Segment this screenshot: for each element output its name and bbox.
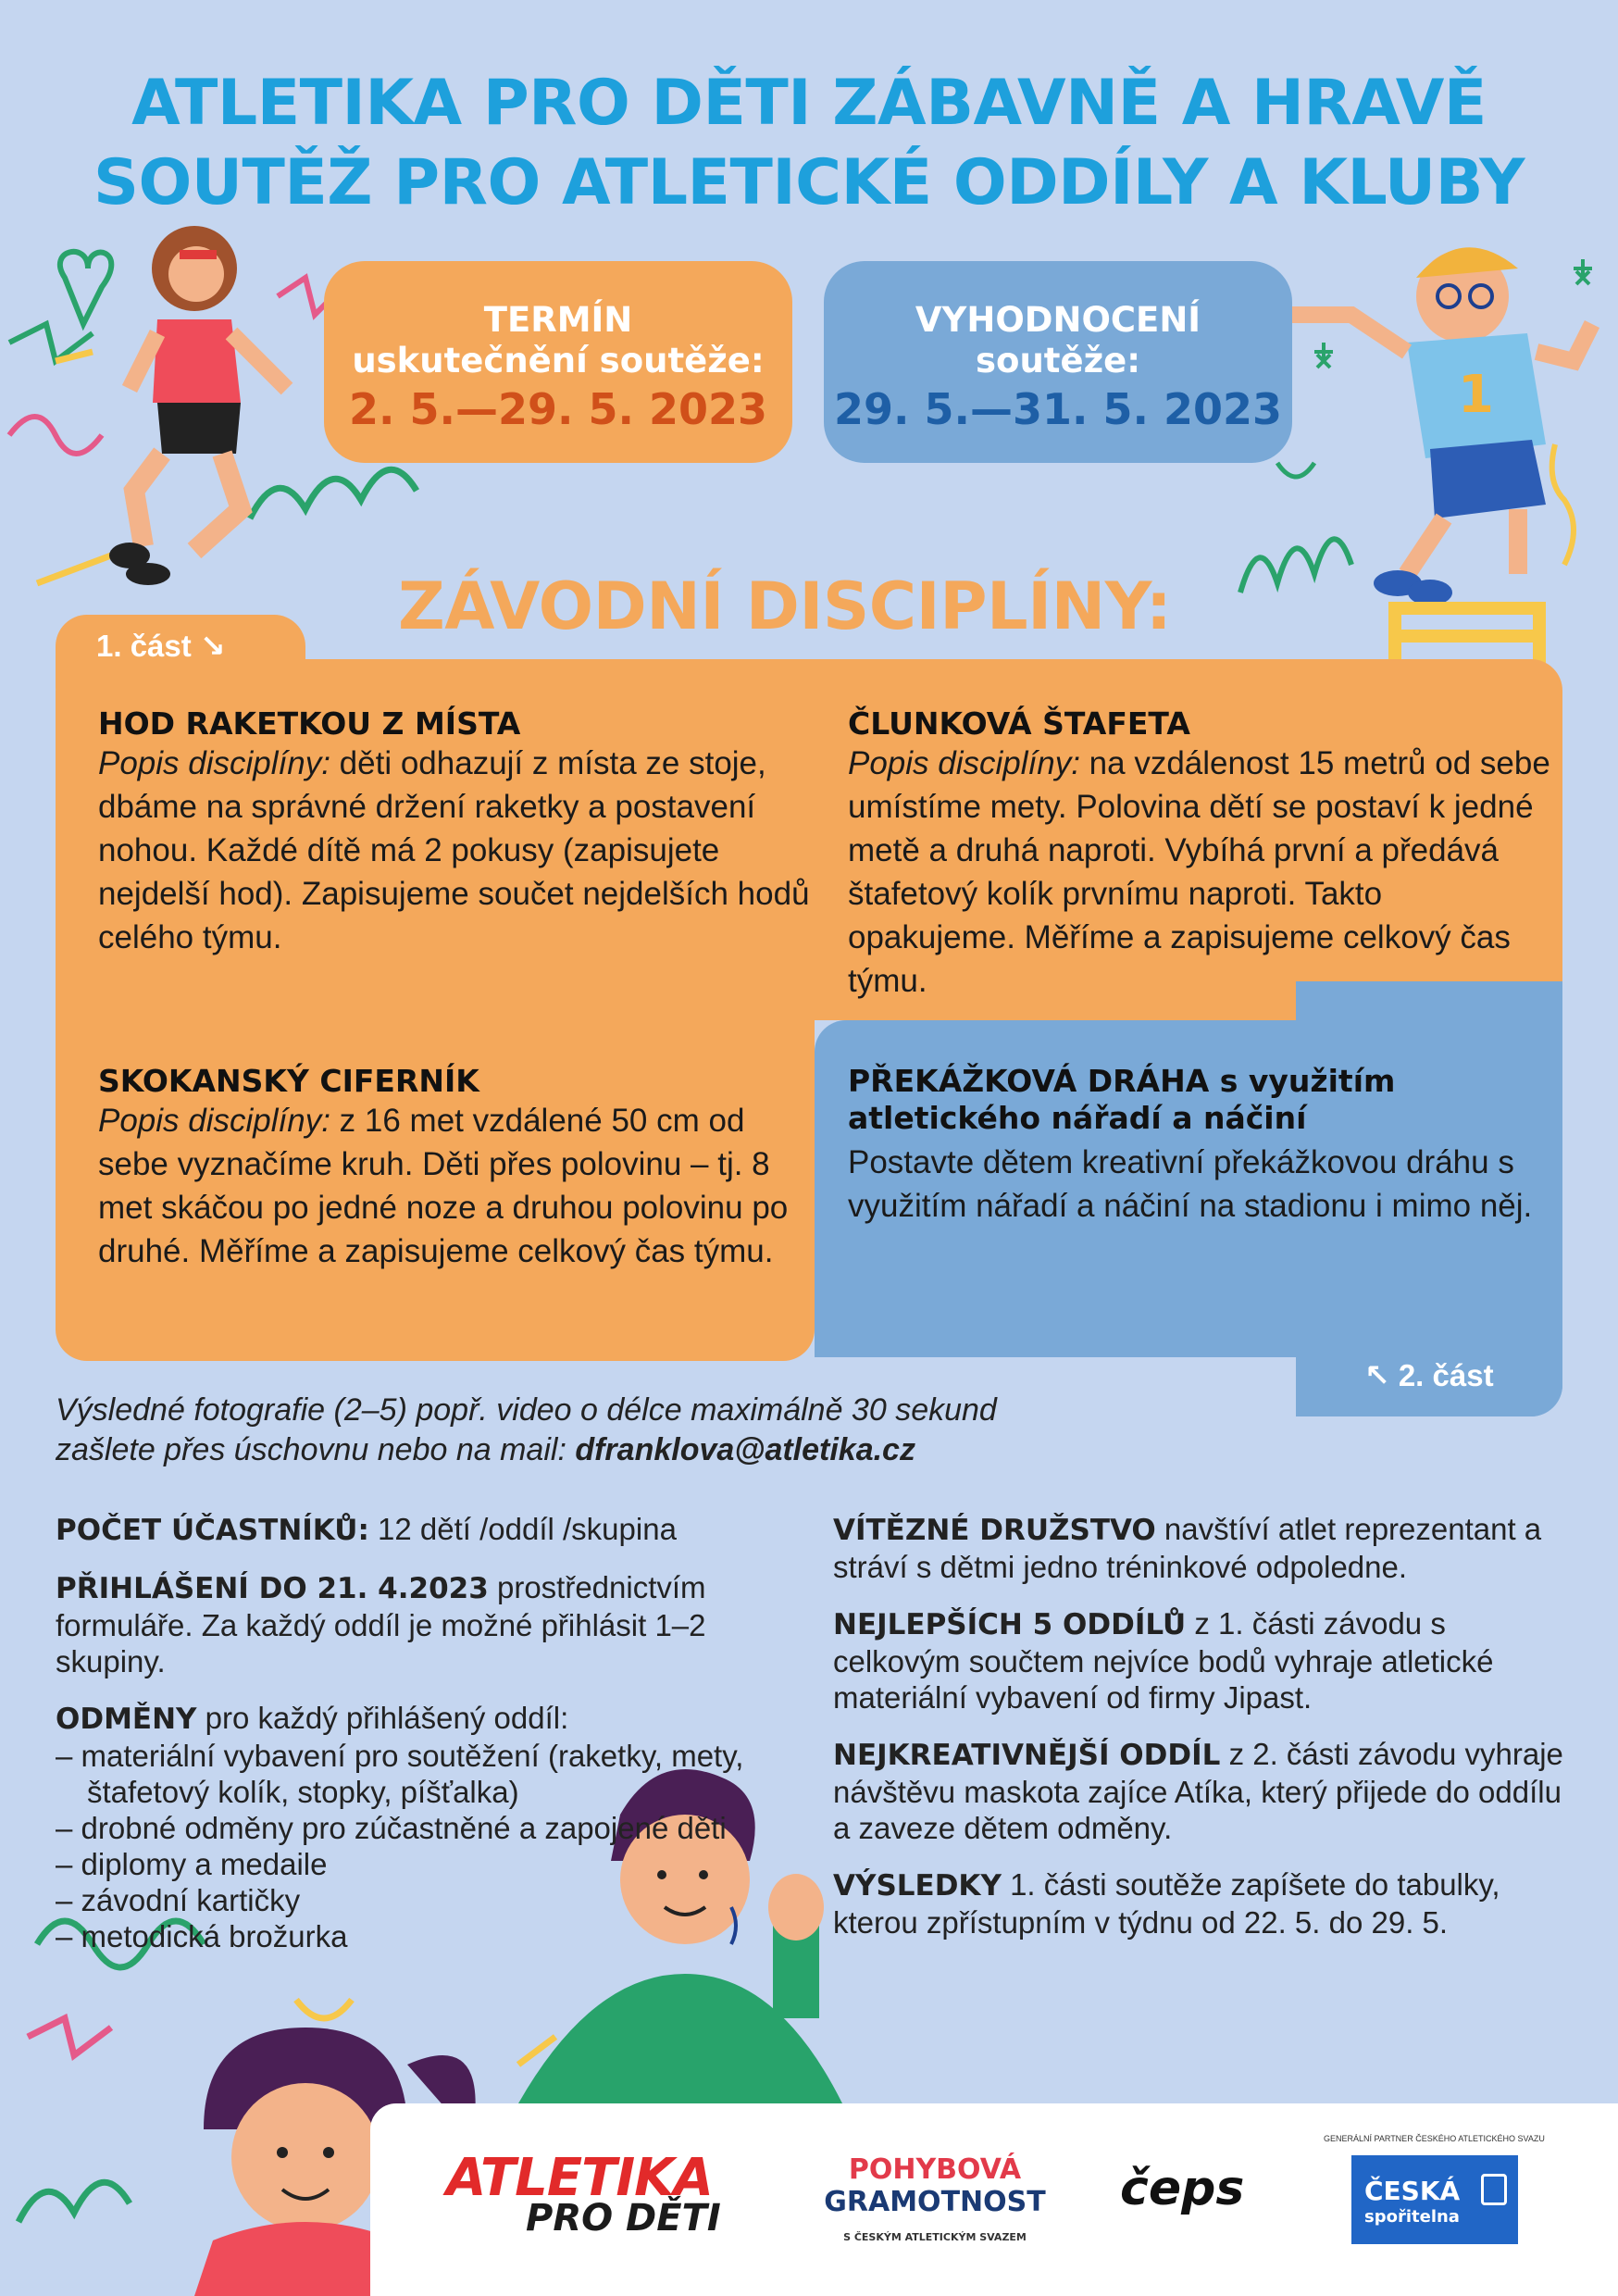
vyhodnoceni-date: 29. 5.—31. 5. 2023 (833, 384, 1282, 434)
vyhodnoceni-box (824, 261, 1292, 463)
title-line-1: ATLETIKA PRO DĚTI ZÁBAVNĚ A HRAVĚ (131, 67, 1487, 140)
part1-label: 1. část ↘ (96, 629, 226, 663)
photo-note: Výsledné fotografie (2–5) popř. video o délce maximálně 30 sekund zašlete přes úschovnu nebo na mail: dfranklova@atletika.cz (56, 1392, 997, 1467)
termin-date: 2. 5.—29. 5. 2023 (348, 384, 767, 434)
prihlaseni: PŘIHLÁŠENÍ DO 21. 4.2023 prostřednictvím formuláře. Za každý oddíl je možné přihlásit 1–2 skupiny. (56, 1570, 706, 1678)
svg-text:1: 1 (1458, 365, 1494, 425)
info-left (56, 1511, 815, 1954)
discipline-prekazkova-draha (848, 1063, 1551, 1228)
squiggle-pink-icon (9, 417, 102, 454)
title-line-2: SOUTĚŽ PRO ATLETICKÉ ODDÍLY A KLUBY (93, 146, 1525, 219)
discipline-desc: Popis disciplíny: z 16 met vzdálené 50 cm od sebe vyznačíme kruh. Děti přes polovinu – tj. 8 met skáčou po jedné noze a druhou polovinu po druhé. Měříme a zapisujeme celkový čas týmu. (98, 1103, 789, 1269)
atletika-pro-deti-logo: ATLETIKA PRO DĚTI (446, 2148, 721, 2240)
termin-box (324, 261, 792, 463)
discipline-title: SKOKANSKÝ CIFERNÍK (98, 1063, 479, 1099)
disciplines-heading: ZÁVODNÍ DISCIPLÍNY: (398, 568, 1172, 644)
pohybova-gramotnost-logo: POHYBOVÁ GRAMOTNOST S ČESKÝM ATLETICKÝM SVAZEM (824, 2153, 1046, 2243)
squiggle-green-icon (250, 469, 417, 518)
discipline-desc: Postavte dětem kreativní překážkovou dráhu s využitím nářadí a náčiní na stadionu i mimo něj. (848, 1144, 1533, 1224)
ceps-logo: čeps (1120, 2161, 1245, 2216)
list-item: – diplomy a medaile (56, 1847, 328, 1881)
discipline-desc: Popis disciplíny: na vzdálenost 15 metrů od sebe umístíme mety. Polovina dětí se postaví k jedné metě a druhá naproti. Vybíhá první a předává štafetový kolík prvnímu naproti. Takto opakujeme. Měříme a zapisujeme celkový čas týmu. (848, 745, 1550, 999)
pocet-ucastniku: POČET ÚČASTNÍKŮ: 12 dětí /oddíl /skupina (56, 1512, 677, 1547)
ceska-sporitelna-logo: ČESKÁ spořitelna (1351, 2155, 1518, 2244)
part2-label: ↖ 2. část (1364, 1358, 1494, 1392)
nejlepsich-oddilu: NEJLEPŠÍCH 5 ODDÍLŮ z 1. části závodu s celkovým součtem nejvíce bodů vyhraje atletické materiální vybavení od firmy Jipast. (833, 1606, 1494, 1715)
discipline-skokansky-cifernik (98, 1063, 811, 1273)
heart-doodle-icon (60, 252, 111, 324)
sponsor-note: GENERÁLNÍ PARTNER ČESKÉHO ATLETICKÉHO SVAZU (1324, 2134, 1545, 2143)
odmeny: ODMĚNY pro každý přihlášený oddíl: (56, 1701, 569, 1736)
list-item: – metodická brožurka (56, 1919, 348, 1953)
discipline-title: HOD RAKETKOU Z MÍSTA (98, 705, 521, 742)
running-girl-illustration (109, 226, 287, 585)
termin-heading: TERMÍN (483, 300, 633, 340)
vitezne-druzstvo: VÍTĚZNÉ DRUŽSTVO navštíví atlet reprezentant a stráví s dětmi jedno tréninkové odpoledne. (833, 1512, 1542, 1584)
termin-sub: uskutečnění soutěže: (352, 341, 765, 381)
email-link[interactable]: dfranklova@atletika.cz (575, 1432, 915, 1467)
vysledky: VÝSLEDKY 1. části soutěže zapíšete do tabulky, kterou zpřístupním v týdnu od 22. 5. do 29. 5. (833, 1867, 1500, 1940)
discipline-title: PŘEKÁŽKOVÁ DRÁHA s využitím atletického nářadí a náčiní (848, 1063, 1396, 1136)
jumping-boy-illustration (1287, 247, 1592, 605)
discipline-clunkova-stafeta (848, 705, 1551, 1003)
nejkreativnejsi-oddil: NEJKREATIVNĚJŠÍ ODDÍL z 2. části závodu vyhraje návštěvu maskota zajíce Atíka, který přijede do oddílu a zaveze dětem odměny. (833, 1737, 1563, 1845)
vyhodnoceni-heading: VYHODNOCENÍ (915, 300, 1201, 340)
discipline-title: ČLUNKOVÁ ŠTAFETA (848, 705, 1190, 742)
vyhodnoceni-sub: soutěže: (976, 341, 1140, 381)
discipline-desc: Popis disciplíny: děti odhazují z místa ze stoje, dbáme na správné držení raketky a postavení nohou. Každé dítě má 2 pokusy (zapisujete nejdelší hod). Zapisujeme součet nejdelších hodů celého týmu. (98, 745, 810, 955)
discipline-hod-raketkou (98, 705, 811, 959)
info-right (833, 1511, 1564, 1961)
list-item: – drobné odměny pro zúčastněné a zapojené děti (56, 1811, 727, 1845)
list-item: – závodní kartičky (56, 1883, 301, 1917)
list-item: – materiální vybavení pro soutěžení (raketky, mety, štafetový kolík, stopky, píšťalka) (56, 1739, 744, 1809)
